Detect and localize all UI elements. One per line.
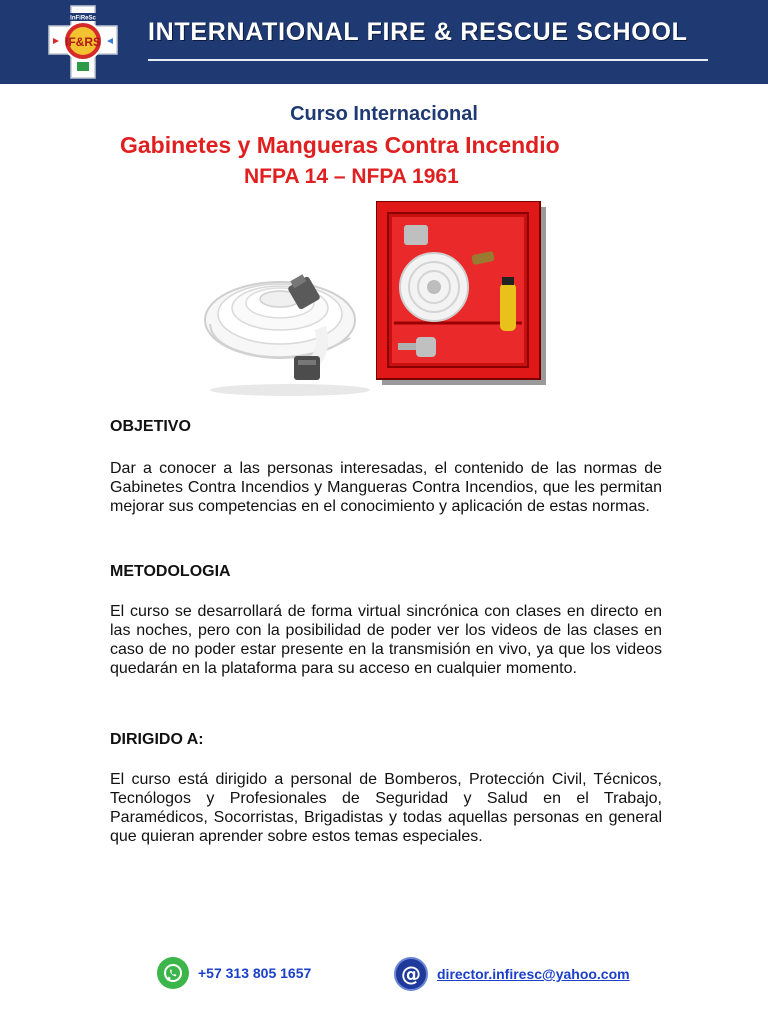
header-divider <box>148 59 708 61</box>
course-label: Curso Internacional <box>290 103 478 125</box>
logo-banner: InFiReSc <box>70 15 96 22</box>
course-standards: NFPA 14 – NFPA 1961 <box>244 165 459 188</box>
audience-text: El curso está dirigido a personal de Bomberos, Protección Civil, Técnicos, Tecnólogos y Profesionales de Seguridad y Salud en el Trabajo, Paramédicos, Socorristas, Brigadistas y todas aquellas personas en general que quieran aprender sobre estos temas especiales. <box>110 771 662 845</box>
course-title: Gabinetes y Mangueras Contra Incendio <box>120 132 560 158</box>
audience-heading: DIRIGIDO A: <box>110 731 204 748</box>
objective-text: Dar a conocer a las personas interesadas, el contenido de las normas de Gabinetes Contra Incendios y Mangueras Contra Incendios, que les permitan mejorar sus competencias en el conocimiento y aplicación de estas normas. <box>110 460 662 515</box>
logo-text: IF&RS <box>65 35 101 49</box>
email-link[interactable]: director.infiresc@yahoo.com <box>437 966 630 982</box>
school-logo <box>43 4 123 80</box>
objective-heading: OBJETIVO <box>110 418 191 435</box>
header-bar <box>0 0 768 84</box>
methodology-text: El curso se desarrollará de forma virtual sincrónica con clases en directo en las noches, pero con la posibilidad de poder ver los videos de las clases en caso de no poder estar presente en la transmisión en vivo, ya que los videos quedarán en la plataforma para su acceso en cualquier momento. <box>110 603 662 677</box>
whatsapp-icon <box>157 957 189 989</box>
at-sign-icon: @ <box>394 957 428 991</box>
phone-contact[interactable] <box>157 957 311 989</box>
phone-number: +57 313 805 1657 <box>198 965 312 981</box>
header-title: INTERNATIONAL FIRE & RESCUE SCHOOL <box>148 18 688 46</box>
fire-hose-image <box>200 258 375 398</box>
fire-cabinet-image <box>376 201 546 385</box>
email-contact[interactable] <box>394 957 630 991</box>
methodology-heading: METODOLOGIA <box>110 563 231 580</box>
